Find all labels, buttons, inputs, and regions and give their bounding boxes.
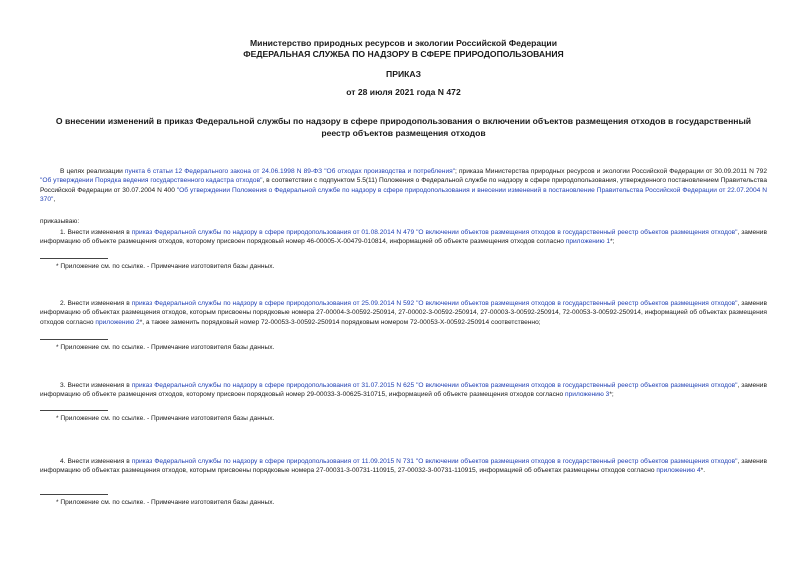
item-2-text-2: , заменив информацию об объектах размещения отходов, которым присвоены порядковые номера 27-00004-3-00592-250914, 27-00002-3-00592-250914, 27-00003-3-00592-250914, 72-00053-3-00592-250914, информацией об объектах размещения отходов согласно xyxy=(40,300,767,326)
cadastre-order-link[interactable]: "Об утверждении Порядка ведения государственного кадастра отходов" xyxy=(40,177,263,185)
item-4-text-2: , заменив информацию об объектах размещения отходов, которым присвоены порядковые номера 27-00031-3-00731-110915, 27-00032-3-00731-110915, информацией об объектах размещены отходов согласно xyxy=(40,458,767,475)
appendix-2-link[interactable]: приложению 2 xyxy=(95,318,140,326)
item-4-text-3: *. xyxy=(700,467,706,475)
preamble-text-3: , в соответствии с подпунктом 5.5(11) Положения о Федеральной службе по надзору в сфере природопользования, утвержденного постановлением Правительства Российской Федерации от 30.07.2004 N 400 xyxy=(40,177,767,194)
footnote-4: * Приложение см. по ссылке. - Примечание изготовителя базы данных. xyxy=(56,499,275,506)
footnote-divider xyxy=(40,258,108,259)
title-line-1: О внесении изменений в приказ Федеральной службы по надзору в сфере природопользования о включении объектов размещения отходов в государственный xyxy=(55,116,752,126)
footnote-1: * Приложение см. по ссылке. - Примечание изготовителя базы данных. xyxy=(56,263,275,270)
document-type: ПРИКАЗ xyxy=(386,69,421,79)
item-3-text-3: *; xyxy=(609,391,614,399)
service-name: ФЕДЕРАЛЬНАЯ СЛУЖБА ПО НАДЗОРУ В СФЕРЕ ПРИРОДОПОЛЬЗОВАНИЯ xyxy=(243,49,564,59)
preamble-text-1: В целях реализации xyxy=(60,168,125,175)
item-3-text-1: 3. Внести изменения в xyxy=(60,382,132,389)
preamble-paragraph xyxy=(40,167,767,205)
item-2-text-1: 2. Внести изменения в xyxy=(60,300,132,307)
footnote-2: * Приложение см. по ссылке. - Примечание изготовителя базы данных. xyxy=(56,344,275,351)
item-2-text-3: *, а также заменить порядковый номер 72-00053-3-00592-250914 порядковым номером 72-00053-Х-00592-250914 соответственно; xyxy=(139,318,541,326)
footnote-divider xyxy=(40,494,108,495)
preamble-text-4: , xyxy=(53,196,56,204)
order-479-link[interactable]: приказ Федеральной службы по надзору в сфере природопользования от 01.08.2014 N 479 "О включении объектов размещения отходов в государственный реестр объектов размещения отходов" xyxy=(131,229,738,236)
order-592-link[interactable]: приказ Федеральной службы по надзору в сфере природопользования от 25.09.2014 N 592 "О включении объектов размещения отходов в государственный реестр объектов размещения отходов" xyxy=(131,300,738,307)
document-date-number: от 28 июля 2021 года N 472 xyxy=(346,87,461,97)
appendix-4-link[interactable]: приложению 4 xyxy=(656,467,701,475)
title-line-2: реестр объектов размещения отходов xyxy=(321,128,486,138)
order-731-link[interactable]: приказ Федеральной службы по надзору в сфере природопользования от 11.09.2015 N 731 "О включении объектов размещения отходов в государственный реестр объектов размещения отходов" xyxy=(131,458,738,465)
item-1-text-2: , заменив информацию об объекте размещения отходов, которому присвоен порядковый номер 46-00005-Х-00479-010814, информацией об объекте размещения отходов согласно xyxy=(40,229,767,246)
resolution-400-link[interactable]: "Об утверждении Положения о Федеральной службе по надзору в сфере природопользования и внесении изменений в постановление Правительства Российской Федерации от 22.07.2004 N 370" xyxy=(40,186,767,204)
item-2-paragraph xyxy=(40,299,767,327)
appendix-1-link[interactable]: приложению 1 xyxy=(565,238,611,246)
appendix-3-link[interactable]: приложению 3 xyxy=(565,391,610,399)
footnote-divider xyxy=(40,339,108,340)
item-4-paragraph xyxy=(40,457,767,476)
orders-line: приказываю: xyxy=(40,218,80,225)
document-title xyxy=(40,115,767,139)
item-1-text-3: *; xyxy=(610,238,615,246)
item-3-text-2: , заменив информацию об объекте размещения отходов, которому присвоен порядковый номер 29-00033-3-00625-310715, информацией об объекте размещения отходов согласно xyxy=(40,382,767,399)
footnote-divider xyxy=(40,410,108,411)
item-1-paragraph xyxy=(40,228,767,247)
item-4-text-1: 4. Внести изменения в xyxy=(60,458,132,465)
law-89-fz-link[interactable]: пункта 6 статьи 12 Федерального закона от 24.06.1998 N 89-ФЗ "Об отходах производства и потребления" xyxy=(124,168,456,175)
preamble-text-2: ; приказа Министерства природных ресурсов и экологии Российской Федерации от 30.09.2011 N 792 xyxy=(455,168,768,175)
item-3-paragraph xyxy=(40,381,767,400)
item-1-text-1: 1. Внести изменения в xyxy=(60,229,132,236)
order-625-link[interactable]: приказ Федеральной службы по надзору в сфере природопользования от 31.07.2015 N 625 "О включении объектов размещения отходов в государственный реестр объектов размещения отходов" xyxy=(131,382,738,389)
ministry-name: Министерство природных ресурсов и экологии Российской Федерации xyxy=(250,38,557,48)
footnote-3: * Приложение см. по ссылке. - Примечание изготовителя базы данных. xyxy=(56,415,275,422)
